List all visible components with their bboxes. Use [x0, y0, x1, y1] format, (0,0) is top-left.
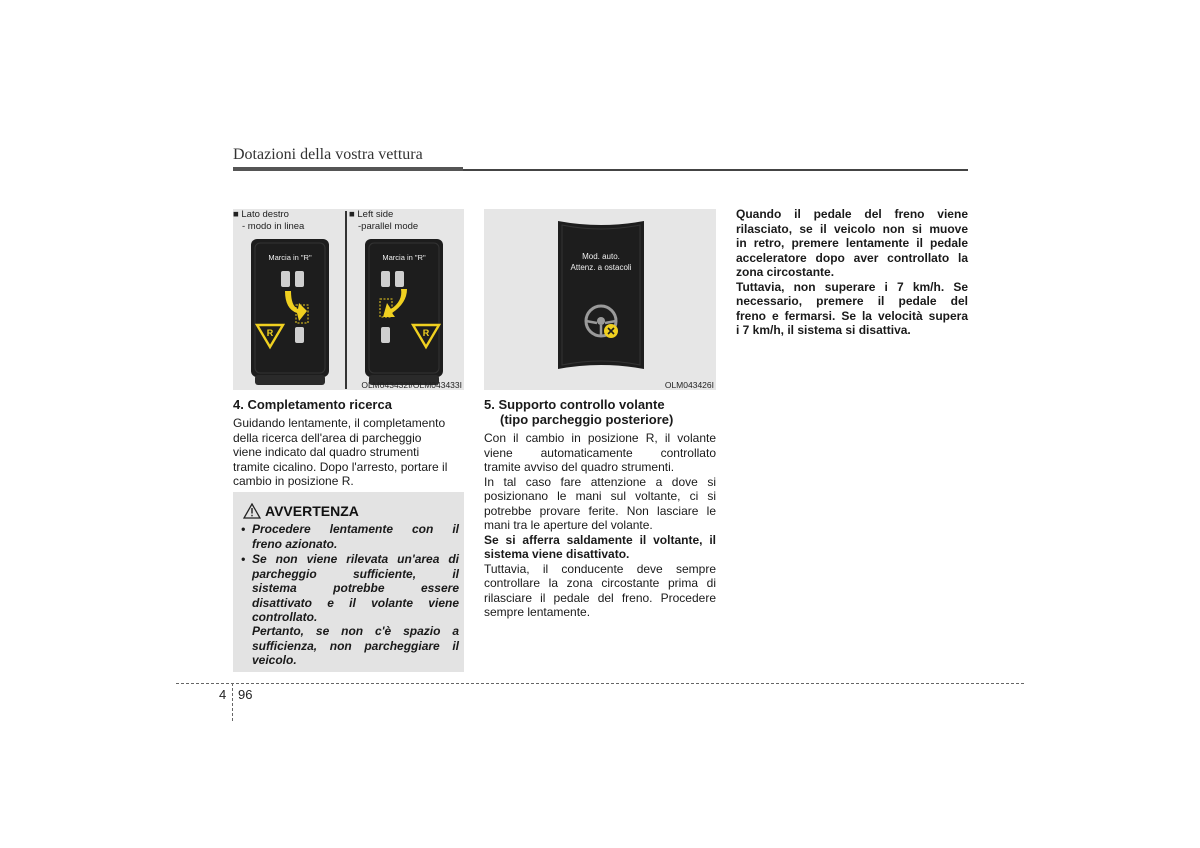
header-rule	[463, 169, 968, 171]
column-3-text: Quando il pedale del freno viene rilasciato, se il veicolo non si muove in retro, premere lentamente il pedale acceleratore dopo aver controllato la zona circostante. Tuttavia, non superare i 7 km/h. Se necessario, premere il pedale del freno e fermarsi. Se la velocità supera i 7 km/h, il sistema si disattiva.	[736, 207, 968, 337]
display-line-1: Mod. auto.	[582, 252, 620, 261]
warning-item: • Procedere lentamente con il freno azionato.	[241, 522, 459, 551]
hands-off-icon	[604, 324, 618, 338]
display-label: Marcia in "R"	[268, 253, 312, 262]
figure-divider	[345, 211, 347, 389]
svg-text:R: R	[422, 328, 430, 338]
page-header-title: Dotazioni della vostra vettura	[233, 146, 423, 163]
section-heading-5: 5. Supporto controllo volante (tipo parcheggio posteriore)	[484, 397, 674, 427]
figure-caption-left-side: ■ Left side -parallel mode	[349, 209, 419, 232]
section-5-text: Con il cambio in posizione R, il volante viene automaticamente controllato tramite avviso del quadro strumenti. In tal caso fare attenzione a dove si posizionano le mani sul voltante, ci si potrebbe provare ferite. Non lasciare le mani tra le aperture del volante. Se si afferra saldamente il voltante, il sistema viene disattivato. Tuttavia, il conducente deve sempre controllare la zona circostante prima di rilasciare il pedale del freno. Procedere sempre lentamente.	[484, 431, 716, 619]
warning-conclusion: Pertanto, se non c'è spazio a sufficienza, non parcheggiare il veicolo.	[252, 624, 459, 667]
figure-code: OLM043426I	[664, 380, 714, 390]
cluster-display-parallel-mode	[361, 239, 447, 387]
figure-caption-right-side: ■ Lato destro - modo in linea	[233, 209, 305, 232]
caption-bullet: ■	[233, 209, 239, 220]
cluster-display-steering	[554, 221, 648, 377]
steering-figure	[484, 209, 716, 390]
chapter-number: 4	[219, 687, 227, 702]
footer-rule	[176, 683, 1024, 684]
page-number: 96	[238, 687, 253, 702]
bullet: •	[241, 522, 246, 536]
warning-item: • Se non viene rilevata un'area di parcheggio sufficiente, il sistema potrebbe essere disattivato e il volante viene controllato.	[241, 552, 459, 624]
figure-code: OLM043432I/OLM043433I	[361, 380, 462, 390]
parking-figure-left	[233, 209, 464, 390]
header-rule-dark	[233, 167, 463, 171]
footer-divider	[232, 683, 233, 721]
warning-box	[233, 492, 464, 672]
bullet: •	[241, 552, 246, 566]
warning-triangle-icon	[243, 503, 261, 519]
svg-text:R: R	[266, 328, 274, 338]
caption-bullet: ■	[349, 209, 355, 220]
warning-title: AVVERTENZA	[265, 503, 359, 519]
section-4-text: Guidando lentamente, il completamento della ricerca dell'area di parcheggio viene indicato dal quadro strumenti tramite cicalino. Dopo l'arresto, portare il cambio in posizione R.	[233, 416, 448, 488]
display-label: Marcia in "R"	[382, 253, 426, 262]
display-line-2: Attenz. a ostacoli	[570, 263, 632, 272]
section-heading-4: 4. Completamento ricerca	[233, 397, 392, 412]
cluster-display-inline-mode	[247, 239, 333, 387]
